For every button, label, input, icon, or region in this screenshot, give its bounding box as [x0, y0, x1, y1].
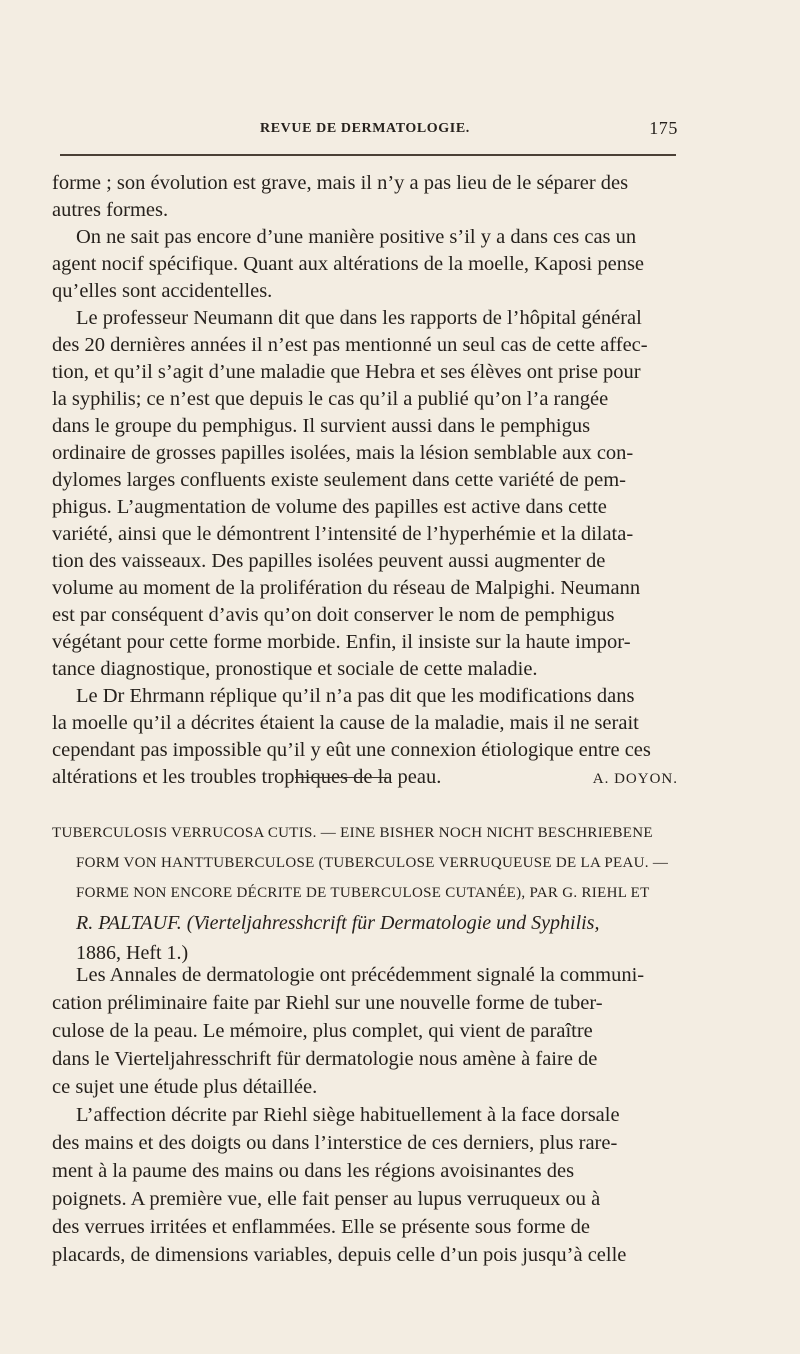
text-line: est par conséquent d’avis qu’on doit conserver le nom de pemphigus — [52, 604, 615, 626]
text-line: poignets. A première vue, elle fait penser au lupus verruqueux ou à — [52, 1188, 601, 1210]
title-line: FORME NON ENCORE DÉCRITE DE TUBERCULOSE CUTANÉE), PAR G. RIEHL ET — [76, 885, 650, 901]
title-line: FORM VON HANTTUBERCULOSE (TUBERCULOSE VERRUQUEUSE DE LA PEAU. — — [76, 855, 669, 871]
text-line: des mains et des doigts ou dans l’interstice de ces derniers, plus rare- — [52, 1132, 618, 1154]
author-signature: A. DOYON. — [592, 771, 678, 787]
page-header — [52, 118, 678, 140]
text-line: Le Dr Ehrmann réplique qu’il n’a pas dit que les modifications dans — [76, 685, 635, 707]
text-line: végétant pour cette forme morbide. Enfin, il insiste sur la haute impor- — [52, 631, 631, 653]
text-line: tion des vaisseaux. Des papilles isolées peuvent aussi augmenter de — [52, 550, 606, 572]
text-line: dylomes larges confluents existe seulement dans cette variété de pem- — [52, 469, 626, 491]
text-line: variété, ainsi que le démontrent l’intensité de l’hyperhémie et la dilata- — [52, 523, 634, 545]
text-line: On ne sait pas encore d’une manière positive s’il y a dans ces cas un — [76, 226, 637, 248]
header-rule — [60, 154, 676, 156]
text-line: ment à la paume des mains ou dans les régions avoisinantes des — [52, 1160, 575, 1182]
text-line: des verrues irritées et enflammées. Elle se présente sous forme de — [52, 1216, 590, 1238]
text-line: la moelle qu’il a décrites étaient la cause de la maladie, mais il ne serait — [52, 712, 639, 734]
text-line: dans le groupe du pemphigus. Il survient aussi dans le pemphigus — [52, 415, 591, 437]
text-line: cation préliminaire faite par Riehl sur une nouvelle forme de tuber- — [52, 992, 603, 1014]
text-line: forme ; son évolution est grave, mais il n’y a pas lieu de le séparer des — [52, 172, 629, 194]
text-line: autres formes. — [52, 199, 169, 221]
text-line: agent nocif spécifique. Quant aux altérations de la moelle, Kaposi pense — [52, 253, 645, 275]
title-line: R. PALTAUF. (Vierteljahresshcrift für Dermatologie und Syphilis, — [76, 912, 600, 934]
text-line: la syphilis; ce n’est que depuis le cas qu’il a publié qu’on l’a rangée — [52, 388, 609, 410]
text-line: Les Annales de dermatologie ont précédemment signalé la communi- — [76, 964, 645, 986]
text-line: Le professeur Neumann dit que dans les rapports de l’hôpital général — [76, 307, 642, 329]
text-line: L’affection décrite par Riehl siège habituellement à la face dorsale — [76, 1104, 620, 1126]
text-line: placards, de dimensions variables, depuis celle d’un pois jusqu’à celle — [52, 1244, 627, 1266]
title-line: 1886, Heft 1.) — [76, 942, 189, 964]
title-line: TUBERCULOSIS VERRUCOSA CUTIS. — EINE BISHER NOCH NICHT BESCHRIEBENE — [52, 825, 653, 841]
text-line: tance diagnostique, pronostique et sociale de cette maladie. — [52, 658, 538, 680]
text-line: altérations et les troubles trophiques de la peau. — [52, 766, 442, 788]
text-line: cependant pas impossible qu’il y eût une connexion étiologique entre ces — [52, 739, 651, 761]
text-line: qu’elles sont accidentelles. — [52, 280, 273, 302]
running-title: REVUE DE DERMATOLOGIE. — [260, 121, 470, 136]
text-line: ce sujet une étude plus détaillée. — [52, 1076, 318, 1098]
text-line: phigus. L’augmentation de volume des papilles est active dans cette — [52, 496, 607, 518]
article-two-title — [52, 818, 678, 968]
text-line: dans le Vierteljahresschrift für dermatologie nous amène à faire de — [52, 1048, 598, 1070]
text-line: ordinaire de grosses papilles isolées, mais la lésion semblable aux con- — [52, 442, 634, 464]
article-one — [52, 170, 678, 791]
text-line: culose de la peau. Le mémoire, plus complet, qui vient de paraître — [52, 1020, 593, 1042]
page-number: 175 — [649, 118, 678, 138]
text-line: tion, et qu’il s’agit d’une maladie que Hebra et ses élèves ont prise pour — [52, 361, 641, 383]
section-separator — [295, 777, 389, 778]
text-line: des 20 dernières années il n’est pas mentionné un seul cas de cette affec- — [52, 334, 648, 356]
text-line: volume au moment de la prolifération du réseau de Malpighi. Neumann — [52, 577, 641, 599]
article-two-body — [52, 961, 678, 1269]
